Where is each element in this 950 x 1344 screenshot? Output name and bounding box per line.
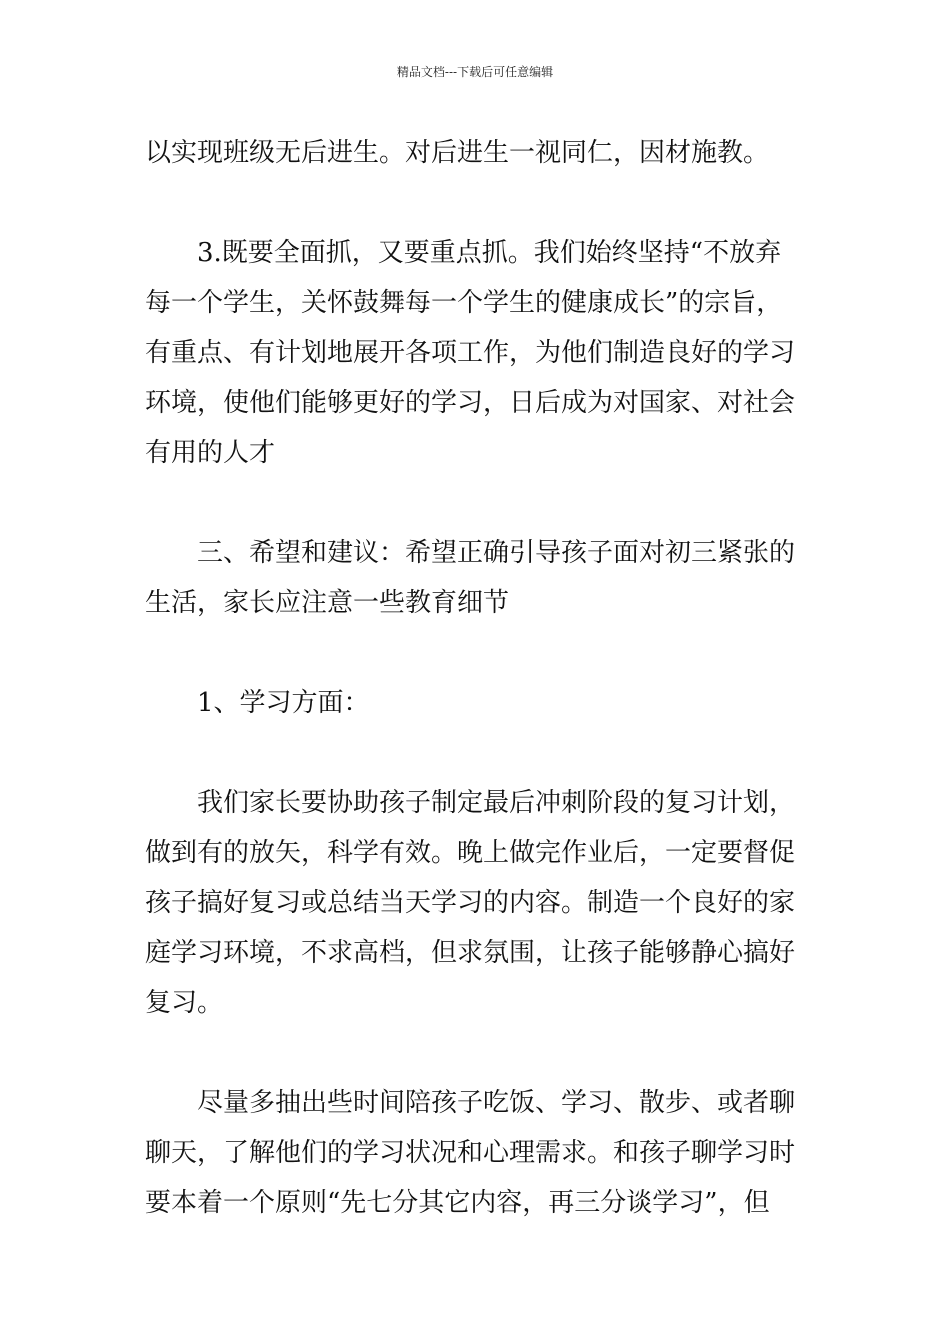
page-header: 精品文档---下载后可任意编辑: [396, 65, 554, 79]
text-line: 我们家长要协助孩子制定最后冲刺阶段的复习计划，: [145, 788, 796, 818]
text-line: 生活，家长应注意一些教育细节: [145, 588, 510, 618]
text-line: 三、希望和建议：希望正确引导孩子面对初三紧张的: [145, 538, 796, 568]
paragraph-gap: [145, 728, 815, 778]
paragraph: [145, 1078, 815, 1228]
paragraph-gap: [145, 178, 815, 228]
paragraph: [145, 228, 815, 478]
text-line: 环境，使他们能够更好的学习，日后成为对国家、对社会: [145, 388, 796, 418]
text-line: 聊天，了解他们的学习状况和心理需求。和孩子聊学习时: [145, 1138, 796, 1168]
text-line: 庭学习环境，不求高档，但求氛围，让孩子能够静心搞好: [145, 938, 796, 968]
text-line: 有重点、有计划地展开各项工作，为他们制造良好的学习: [145, 338, 796, 368]
paragraph-gap: [145, 1028, 815, 1078]
text-line: 以实现班级无后进生。对后进生一视同仁，因材施教。: [145, 138, 770, 168]
paragraph: [145, 128, 815, 178]
paragraph-gap: [145, 478, 815, 528]
paragraph: [145, 678, 815, 728]
text-line: 每一个学生，关怀鼓舞每一个学生的健康成长”的宗旨，: [145, 288, 783, 318]
document-body: [145, 128, 815, 1228]
text-line: 有用的人才: [145, 438, 276, 468]
paragraph: [145, 528, 815, 628]
paragraph-gap: [145, 628, 815, 678]
text-line: 复习。: [145, 988, 224, 1018]
paragraph: [145, 778, 815, 1028]
text-line: 孩子搞好复习或总结当天学习的内容。制造一个良好的家: [145, 888, 796, 918]
text-line: 1、学习方面：: [145, 688, 370, 718]
text-line: 做到有的放矢，科学有效。晚上做完作业后，一定要督促: [145, 838, 796, 868]
text-line: 要本着一个原则“先七分其它内容，再三分谈学习”，但: [145, 1188, 770, 1218]
text-line: 尽量多抽出些时间陪孩子吃饭、学习、散步、或者聊: [145, 1088, 796, 1118]
text-line: 3.既要全面抓，又要重点抓。我们始终坚持“不放弃: [145, 238, 782, 268]
